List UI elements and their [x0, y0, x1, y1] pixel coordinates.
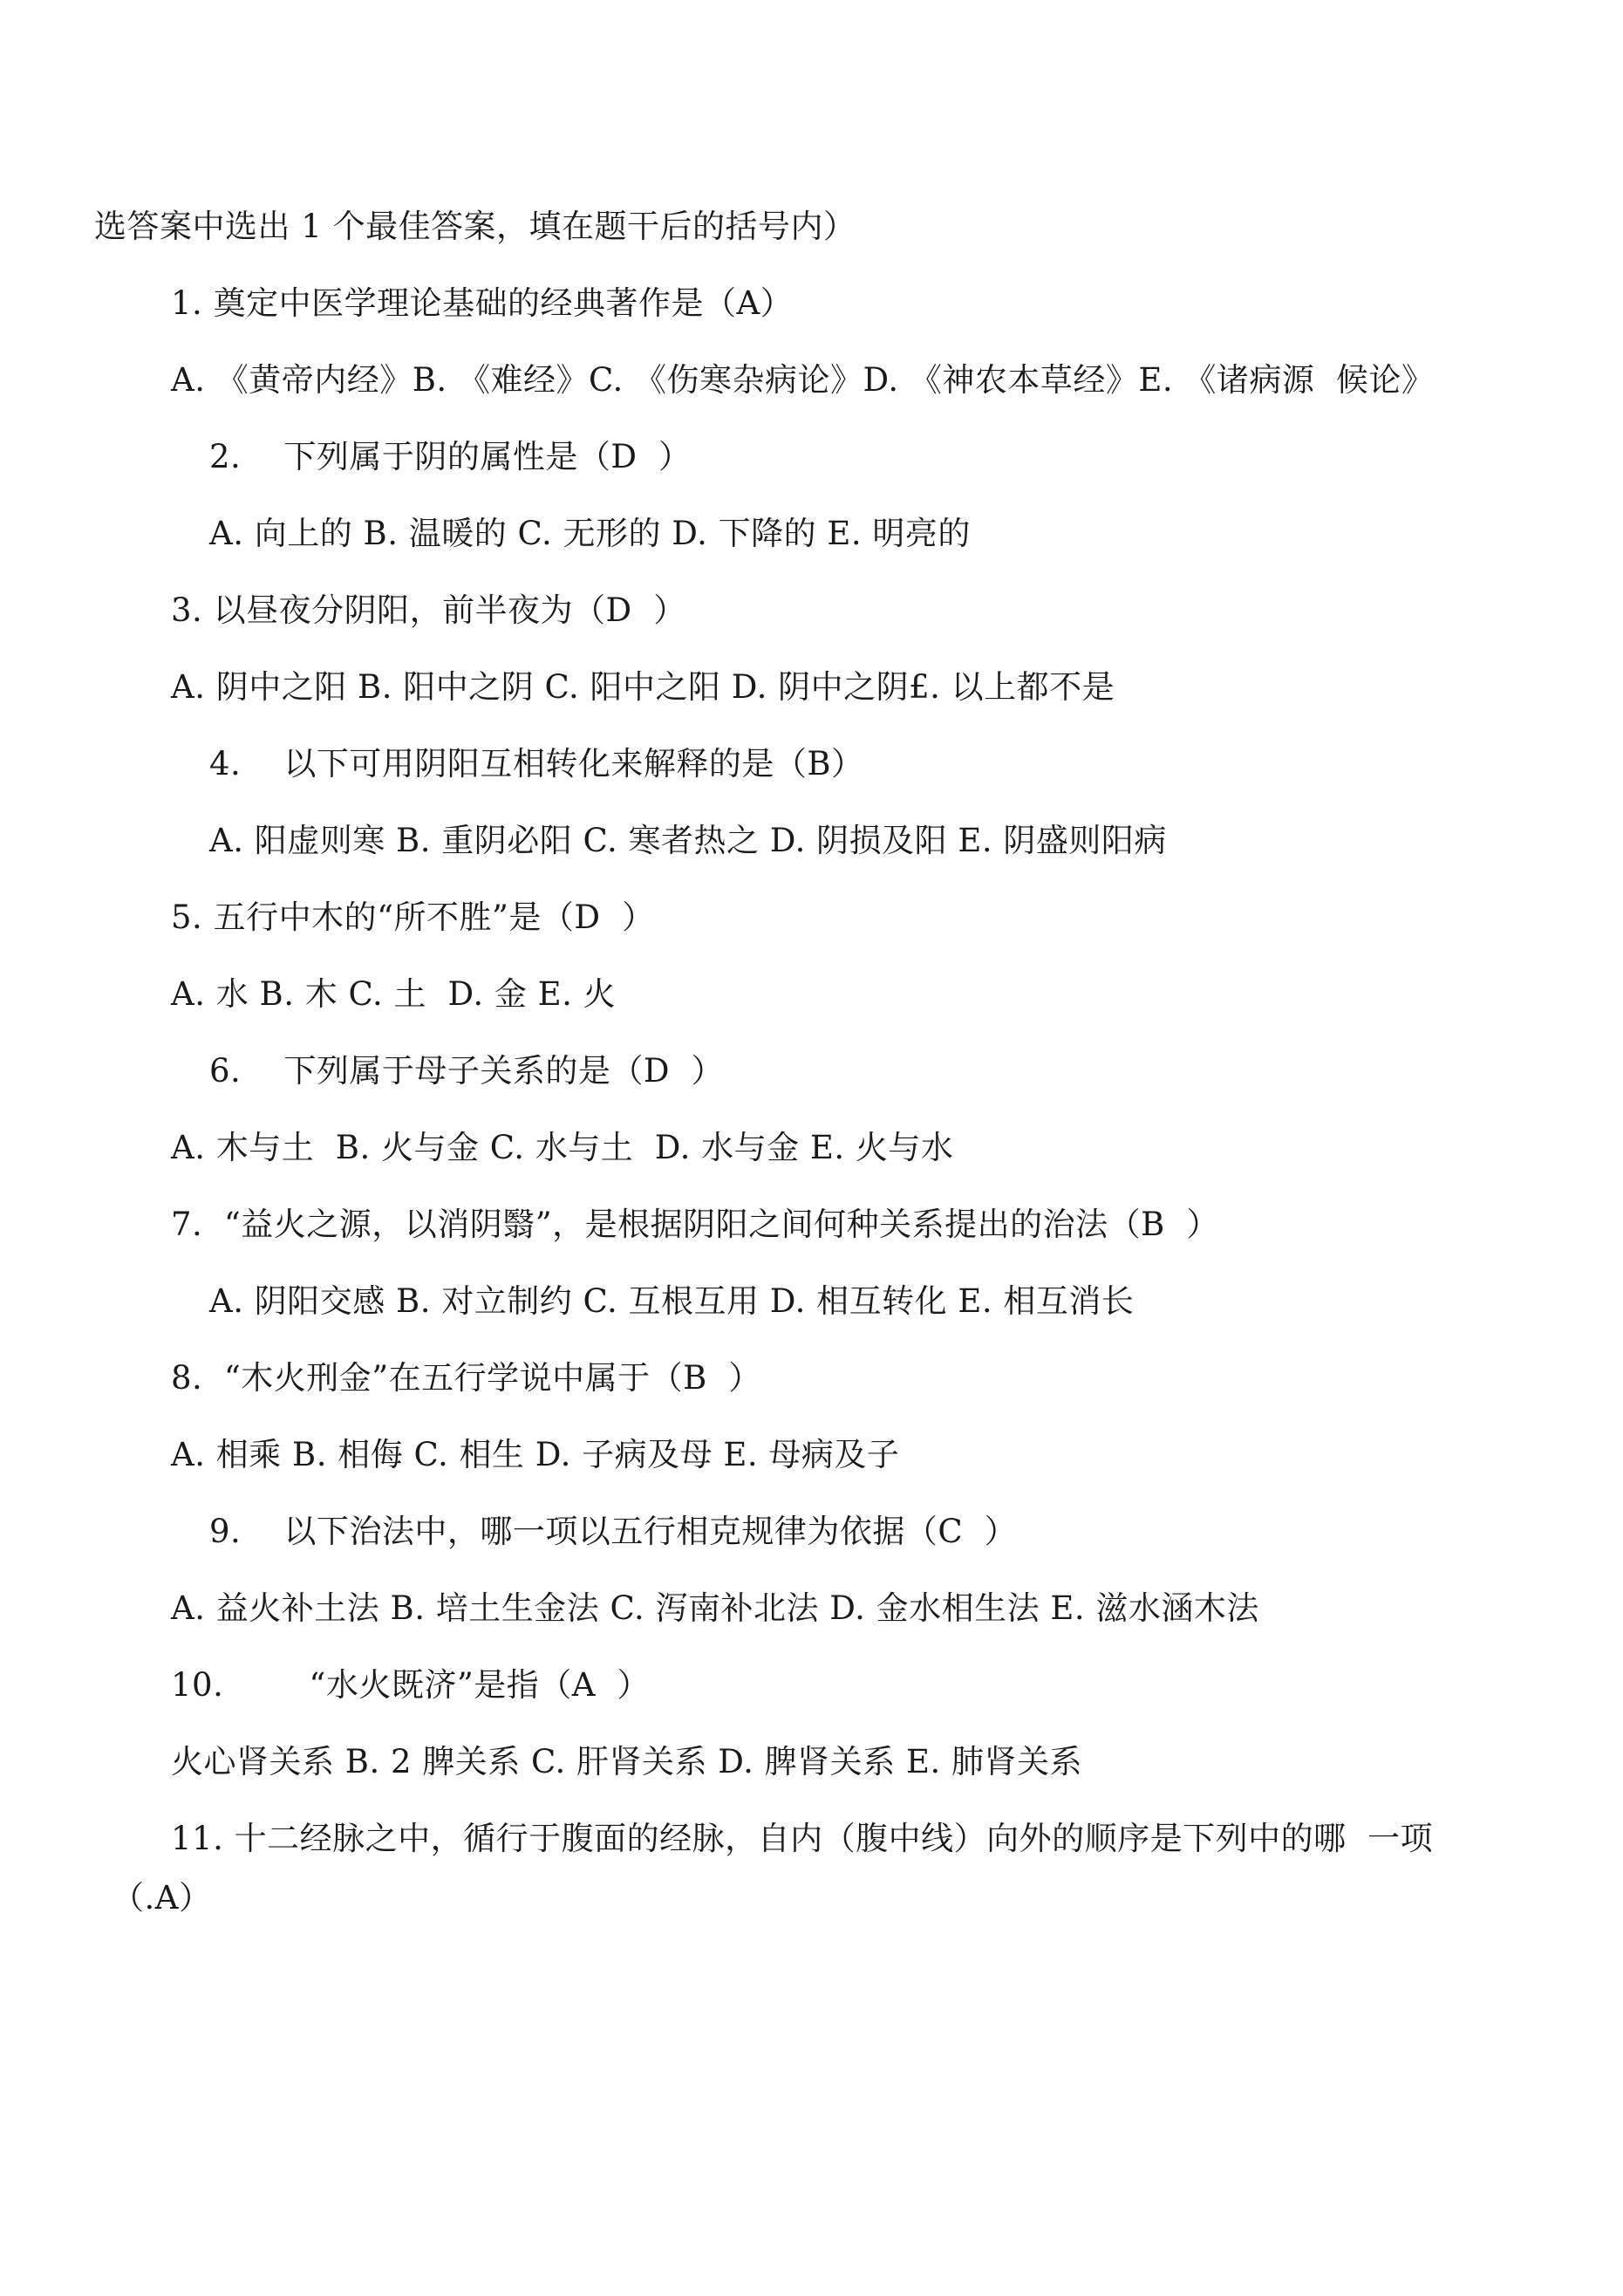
- question-4-options: A. 阳虚则寒 B. 重阴必阳 C. 寒者热之 D. 阴损及阳 E. 阴盛则阳病: [209, 822, 1167, 859]
- question-11-options: （.A）: [112, 1879, 212, 1917]
- question-5-stem: 5. 五行中木的“所不胜”是（D ）: [171, 899, 655, 936]
- question-5-options: A. 水 B. 木 C. 土 D. 金 E. 火: [171, 975, 617, 1013]
- question-6-stem: 6. 下列属于母子关系的是（D ）: [209, 1052, 725, 1090]
- question-8-options: A. 相乘 B. 相侮 C. 相生 D. 子病及母 E. 母病及子: [171, 1436, 900, 1473]
- question-3-options: A. 阴中之阳 B. 阳中之阴 C. 阳中之阳 D. 阴中之阴£. 以上都不是: [171, 668, 1115, 706]
- question-9-stem: 9. 以下治法中，哪一项以五行相克规律为依据（C ）: [209, 1513, 1018, 1550]
- question-2-options: A. 向上的 B. 温暖的 C. 无形的 D. 下降的 E. 明亮的: [209, 515, 971, 552]
- question-7-options: A. 阴阳交感 B. 对立制约 C. 互根互用 D. 相互转化 E. 相互消长: [209, 1282, 1135, 1320]
- question-7-stem: 7. “益火之源，以消阴翳”，是根据阴阳之间何种关系提出的治法（B ）: [171, 1206, 1219, 1243]
- question-1-options: A. 《黄帝内经》B. 《难经》C. 《伤寒杂病论》D. 《神农本草经》E. 《诸病源 候论》: [171, 361, 1435, 399]
- question-9-options: A. 益火补土法 B. 培土生金法 C. 泻南补北法 D. 金水相生法 E. 滋水涵木法: [171, 1589, 1259, 1627]
- question-11-stem: 11. 十二经脉之中，循行于腹面的经脉，自内（腹中线）向外的顺序是下列中的哪 一项: [171, 1820, 1434, 1857]
- question-10-stem: 10. “水火既济”是指（A ）: [171, 1666, 651, 1704]
- question-8-stem: 8. “木火刑金”在五行学说中属于（B ）: [171, 1359, 761, 1397]
- question-4-stem: 4. 以下可用阴阳互相转化来解释的是（B）: [209, 745, 864, 782]
- question-10-options: 火心肾关系 B. 2 脾关系 C. 肝肾关系 D. 脾肾关系 E. 肺肾关系: [171, 1743, 1082, 1780]
- question-6-options: A. 木与土 B. 火与金 C. 水与土 D. 水与金 E. 火与水: [171, 1129, 954, 1166]
- question-2-stem: 2. 下列属于阴的属性是（D ）: [209, 438, 692, 475]
- intro-text: 选答案中选出 1 个最佳答案，填在题干后的括号内）: [94, 208, 856, 245]
- question-1-stem: 1. 奠定中医学理论基础的经典著作是（A）: [171, 284, 794, 322]
- question-3-stem: 3. 以昼夜分阴阳，前半夜为（D ）: [171, 591, 686, 629]
